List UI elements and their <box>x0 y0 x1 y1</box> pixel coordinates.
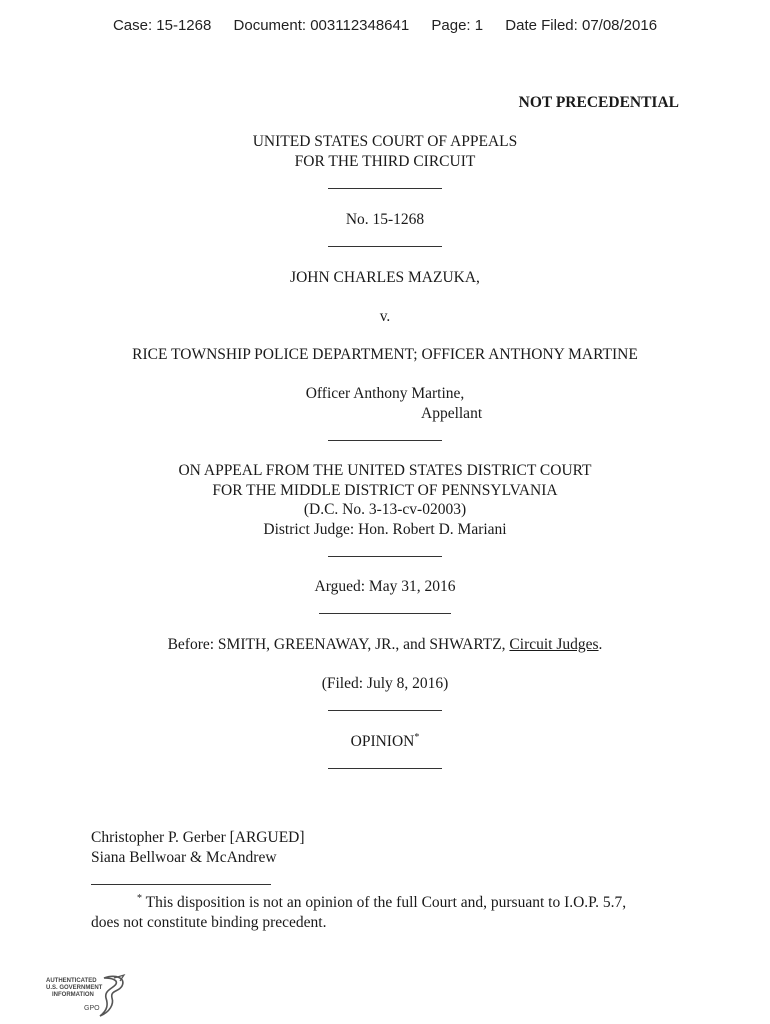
plaintiff-name: JOHN CHARLES MAZUKA, <box>290 269 480 286</box>
eagle-icon <box>100 976 123 1016</box>
footnote-text-1: This disposition is not an opinion of the full Court and, pursuant to I.O.P. 5.7, <box>142 894 627 911</box>
court-name-line-2: FOR THE THIRD CIRCUIT <box>294 153 476 170</box>
gpo-logo-line-1: AUTHENTICATED <box>46 978 97 984</box>
footnote-line-1 <box>91 893 691 913</box>
separator-rule <box>328 556 442 557</box>
footnote-separator <box>91 884 271 885</box>
panel-judges-names: Before: SMITH, GREENAWAY, JR., and SHWARTZ, <box>167 636 510 653</box>
separator-rule <box>328 246 442 247</box>
counsel-line-1: Christopher P. Gerber [ARGUED] <box>91 829 305 846</box>
counsel-line-2: Siana Bellwoar & McAndrew <box>91 849 277 866</box>
gpo-logo-line-2: U.S. GOVERNMENT <box>46 985 103 991</box>
defendants: RICE TOWNSHIP POLICE DEPARTMENT; OFFICER ANTHONY MARTINE <box>132 346 638 363</box>
separator-rule <box>328 188 442 189</box>
opinion-heading <box>0 732 770 752</box>
precedential-label: NOT PRECEDENTIAL <box>518 94 679 111</box>
opinion-label: OPINION <box>350 733 415 750</box>
argued-date: Argued: May 31, 2016 <box>314 578 456 595</box>
panel-judges-period: . <box>598 636 603 653</box>
gpo-logo-line-4: GPO <box>84 1005 100 1012</box>
page-number-header: Page: 1 <box>431 17 484 34</box>
gpo-logo-line-3: INFORMATION <box>52 992 94 998</box>
filed-date: (Filed: July 8, 2016) <box>321 675 449 692</box>
circuit-judges-title: Circuit Judges <box>509 636 599 653</box>
separator-rule <box>319 613 451 614</box>
appellant-name: Officer Anthony Martine, <box>305 385 465 402</box>
appellant-role: Appellant <box>421 405 483 422</box>
gpo-authentication-logo <box>44 972 130 1018</box>
separator-rule <box>328 768 442 769</box>
district-court-number: (D.C. No. 3-13-cv-02003) <box>303 501 467 518</box>
case-number-header: Case: 15-1268 <box>112 17 212 34</box>
versus: v. <box>379 308 391 325</box>
separator-rule <box>328 440 442 441</box>
footnote-marker: * <box>137 893 142 904</box>
appeal-line-1: ON APPEAL FROM THE UNITED STATES DISTRICT COURT <box>178 462 592 479</box>
case-number: No. 15-1268 <box>345 211 425 228</box>
panel-judges <box>0 635 770 655</box>
court-name-line-1: UNITED STATES COURT OF APPEALS <box>252 133 518 150</box>
separator-rule <box>328 710 442 711</box>
district-judge: District Judge: Hon. Robert D. Mariani <box>263 521 507 538</box>
appeal-line-2: FOR THE MIDDLE DISTRICT OF PENNSYLVANIA <box>212 482 558 499</box>
document-number-header: Document: 003112348641 <box>233 17 410 34</box>
docket-header <box>0 17 770 34</box>
date-filed-header: Date Filed: 07/08/2016 <box>505 17 658 34</box>
footnote-line-2: does not constitute binding precedent. <box>91 914 327 931</box>
opinion-footnote-marker: * <box>414 732 420 743</box>
